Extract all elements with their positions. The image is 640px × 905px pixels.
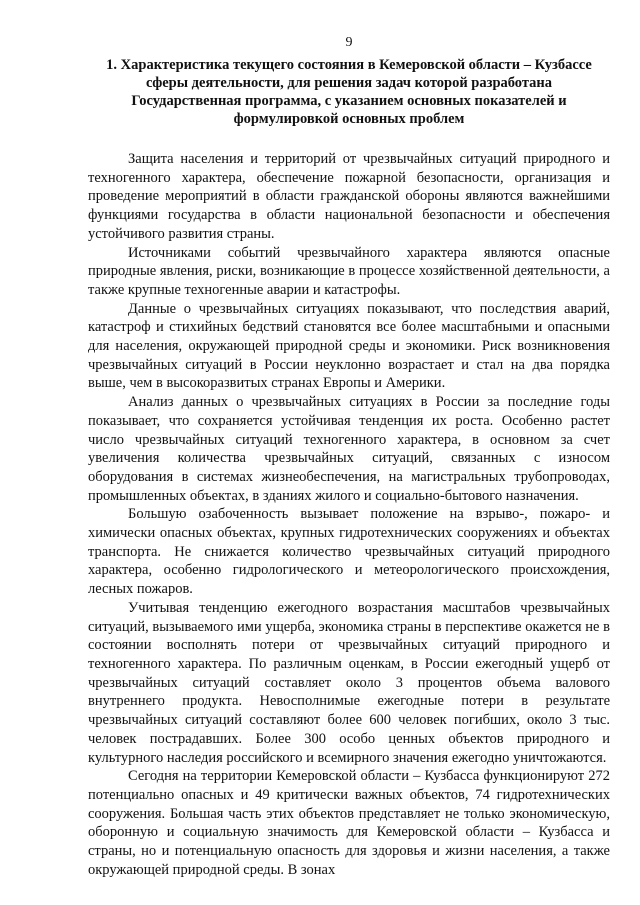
paragraph: Защита населения и территорий от чрезвычайных ситуаций природного и техногенного характера, обеспечение пожарной безопасности, организация и проведение мероприятий в области гражданской обороны являются важнейшими функциями государства в области национальной безопасности и обеспечения устойчивого развития страны. — [88, 151, 610, 242]
heading-line: сферы деятельности, для решения задач которой разработана — [145, 75, 553, 91]
page-number: 9 — [345, 35, 353, 50]
document-page — [88, 34, 610, 879]
paragraph: Источниками событий чрезвычайного характера являются опасные природные явления, риски, возникающие в процессе хозяйственной деятельности, а также крупные техногенные аварии и катастрофы. — [88, 244, 610, 298]
paragraph: Анализ данных о чрезвычайных ситуациях в России за последние годы показывает, что сохраняется устойчивая тенденция их роста. Особенно растет число чрезвычайных ситуаций техногенного характера, в основном за счет увеличения количества чрезвычайных ситуаций, связанных с износом оборудования в системах жизнеобеспечения, на магистральных трубопроводах, промышленных объектах, в зданиях жилого и социально-бытового назначения. — [88, 394, 610, 504]
paragraph: Данные о чрезвычайных ситуациях показывают, что последствия аварий, катастроф и стихийных бедствий становятся все более масштабными и опасными для населения, окружающей природной среды и экономики. Риск возникновения чрезвычайных ситуаций в России неуклонно возрастает и стал на два порядка выше, чем в высокоразвитых странах Европы и Америки. — [88, 300, 610, 392]
section-heading — [88, 56, 610, 128]
body-text — [88, 150, 610, 879]
heading-line: Государственная программа, с указанием основных показателей и — [131, 93, 567, 109]
heading-line: 1. Характеристика текущего состояния в Кемеровской области – Кузбассе — [106, 57, 592, 73]
heading-line: формулировкой основных проблем — [233, 111, 465, 127]
paragraph: Сегодня на территории Кемеровской области – Кузбасса функционируют 272 потенциально опасных и 49 критически важных объектов, 74 гидротехнических сооружения. Большая часть этих объектов представляет не только экономическую, оборонную и социальную значимость для Кемеровской области – Кузбасса и страны, но и потенциальную опасность для здоровья и жизни населения, а также окружающей природной среды. В зонах — [88, 768, 610, 878]
paragraph: Большую озабоченность вызывает положение на взрыво-, пожаро- и химически опасных объектах, крупных гидротехнических сооружениях и объектах транспорта. Не снижается количество чрезвычайных ситуаций природного характера, особенно гидрологического и метеорологического происхождения, лесных пожаров. — [88, 506, 610, 598]
paragraph: Учитывая тенденцию ежегодного возрастания масштабов чрезвычайных ситуаций, вызываемого ими ущерба, экономика страны в перспективе окажется не в состоянии восполнять потери от чрезвычайных ситуаций природного и техногенного характера. По различным оценкам, в России ежегодный ущерб от чрезвычайных ситуаций составляет около 3 процентов объема валового внутреннего продукта. Невосполнимые ежегодные потери в результате чрезвычайных ситуаций составляют более 600 человек погибших, около 3 тыс. человек пострадавших. Более 300 особо ценных объектов природного и культурного наследия российского и всемирного значения ежегодно уничтожаются. — [88, 599, 610, 766]
